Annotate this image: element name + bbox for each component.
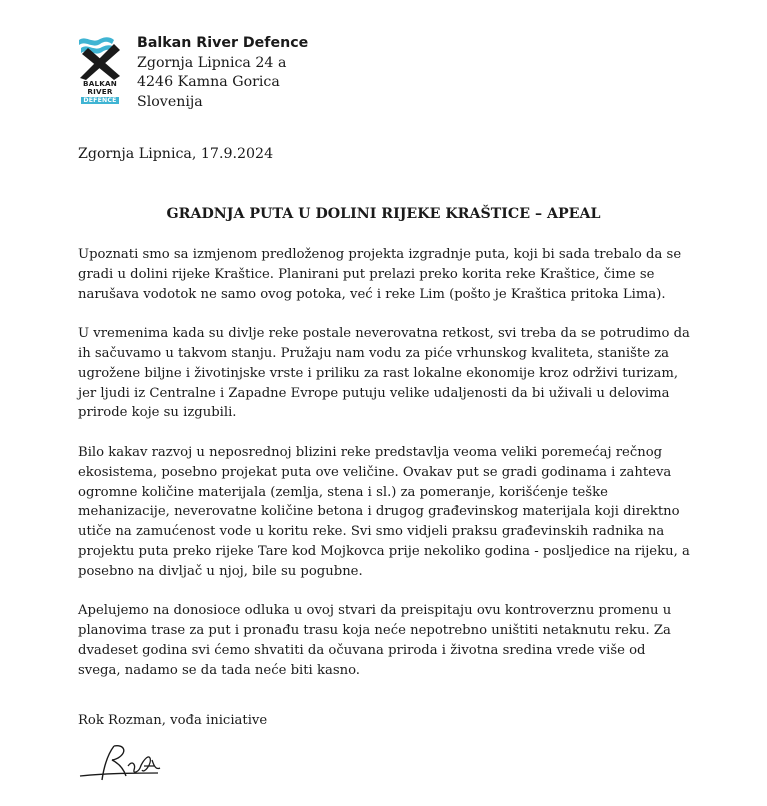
- organization-logo: [78, 34, 122, 112]
- river-x-logo-icon: [78, 34, 122, 80]
- signature: [78, 740, 188, 786]
- paragraph-1: Upoznati smo sa izmjenom predloženog projekta izgradnje puta, koji bi sada trebalo da se gradi u dolini rijeke Kraštice. Planirani put prelazi preko korita reke Kraštice, čime se narušava vodotok ne samo ovog potoka, već i reke Lim (pošto je Kraštica pritoka Lima).: [78, 247, 682, 302]
- letter-body: [78, 245, 690, 700]
- closing-signoff: Rok Rozman, vođa iniciative: [78, 713, 268, 728]
- sender-address: [137, 34, 308, 112]
- logo-word-balkan: BALKAN: [83, 79, 117, 88]
- handwritten-signature-icon: [78, 740, 188, 786]
- paragraph-2: U vremenima kada su divlje reke postale neverovatna retkost, svi treba da se potrudimo da ih sačuvamo u takvom stanju. Pružaju nam vodu za piće vrhunskog kvaliteta, stanište za ugrožene biljne i životinjske vrste i priliku za rast lokalne ekonomije kroz održivi turizam, jer ljudi iz Centralne i Zapadne Evrope putuju velike udaljenosti da bi uživali u delovima prirode koje su izgubili.: [78, 326, 690, 421]
- organization-name: Balkan River Defence: [137, 35, 309, 51]
- address-city: 4246 Kamna Gorica: [137, 74, 280, 90]
- date-line: Zgornja Lipnica, 17.9.2024: [78, 146, 274, 162]
- letterhead: [78, 34, 698, 114]
- letter-title: GRADNJA PUTA U DOLINI RIJEKE KRAŠTICE – APEAL: [166, 206, 601, 222]
- logo-word-river: RIVER: [87, 87, 113, 96]
- paragraph-4: Apelujemo na donosioce odluka u ovoj stvari da preispitaju ovu kontroverznu promenu u planovima trase za put i pronađu trasu koja neće nepotrebno uništiti netaknutu reku. Za dvadeset godina svi ćemo shvatiti da očuvana priroda i životna sredina vrede više od svega, nadamo se da tada neće biti kasno.: [78, 603, 672, 678]
- paragraph-3: Bilo kakav razvoj u neposrednoj blizini reke predstavlja veoma veliki poremećaj rečnog ekosistema, posebno projekat puta ove veličine. Ovakav put se gradi godinama i zahteva ogromne količine materijala (zemlja, stena i sl.) za pomeranje, korišćenje teške mehanizacije, neverovatne količine betona i drugog građevinskog materijala koji direktno utiče na zamućenost vode u koritu reke. Svi smo vidjeli praksu građevinskih radnika na projektu puta preko rijeke Tare kod Mojkovca prije nekoliko godina - posljedice na rijeku, a posebno na divljač u njoj, bile su pogubne.: [78, 444, 690, 579]
- logo-word-defence: DEFENCE: [83, 97, 117, 104]
- address-country: Slovenija: [137, 93, 203, 110]
- address-street: Zgornja Lipnica 24 a: [137, 54, 287, 71]
